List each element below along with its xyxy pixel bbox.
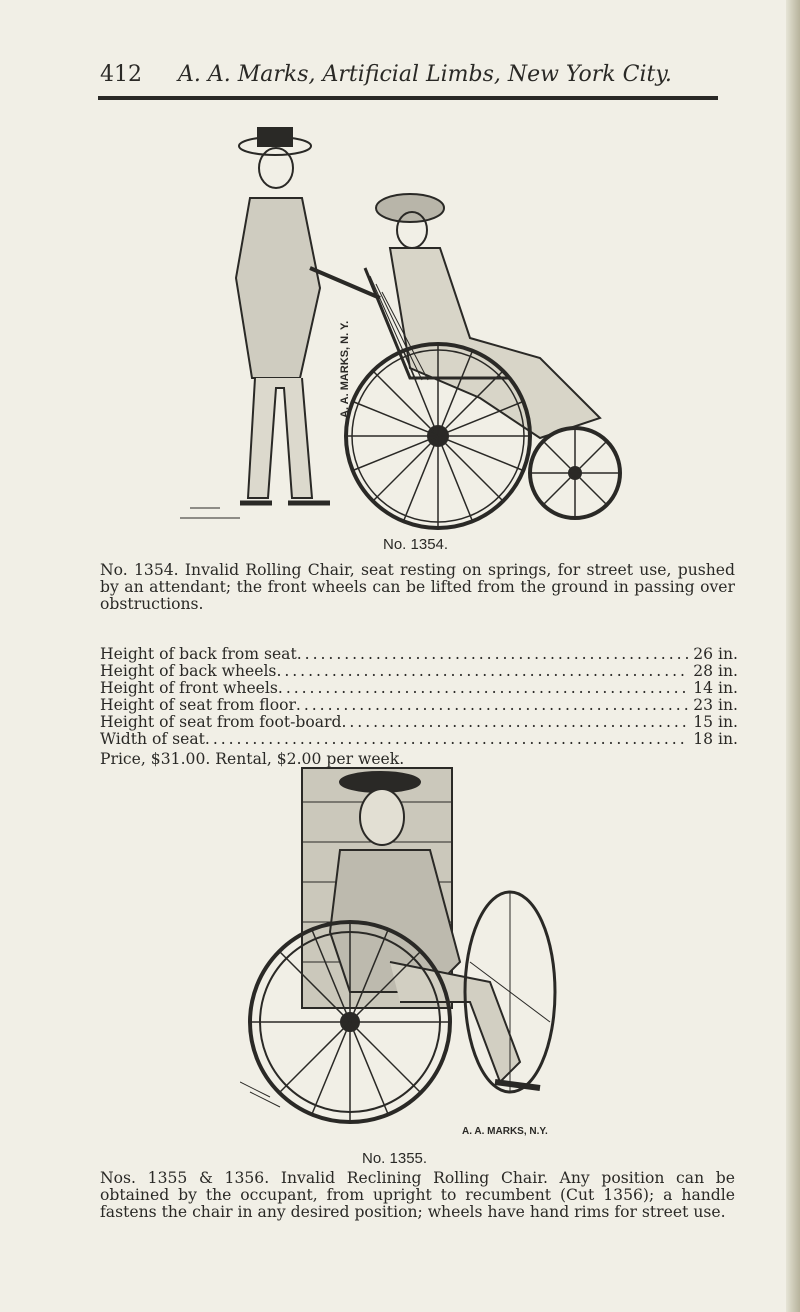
- woman-dress: [390, 248, 600, 438]
- push-handle: [310, 268, 380, 298]
- dot-leader: [341, 714, 689, 731]
- spec-label: Height of seat from foot-board: [100, 713, 342, 731]
- page-number: 412: [100, 62, 142, 87]
- spec-value: 28 in.: [693, 662, 738, 680]
- spec-value: 15 in.: [693, 713, 738, 731]
- spec-value: 23 in.: [693, 696, 738, 714]
- page-header: [100, 62, 720, 96]
- spec-value: 26 in.: [693, 645, 738, 663]
- spec-row: [100, 663, 738, 680]
- dot-leader: [297, 646, 689, 663]
- spec-label: Height of back from seat: [100, 645, 297, 663]
- attendant-body: [236, 198, 320, 378]
- spec-value: 18 in.: [693, 730, 738, 748]
- man-head: [360, 789, 404, 845]
- engraving-mark: A. A. MARKS, N.Y.: [462, 1126, 548, 1137]
- spec-label: Height of front wheels: [100, 679, 278, 697]
- spec-value: 14 in.: [693, 679, 738, 697]
- attendant-legs: [248, 378, 312, 498]
- spec-row: [100, 731, 738, 748]
- page-edge: [786, 0, 800, 1312]
- spec-row: [100, 714, 738, 731]
- item1-price: Price, $31.00. Rental, $2.00 per week.: [100, 750, 405, 768]
- figure1-caption: No. 1354.: [383, 536, 449, 553]
- item1-description: No. 1354. Invalid Rolling Chair, seat resting on springs, for street use, pushed by an attendant; the front wheels can be lifted from the ground in passing over obstructions.: [100, 561, 735, 613]
- dot-leader: [276, 663, 689, 680]
- figure2-caption: No. 1355.: [362, 1150, 428, 1167]
- dot-leader: [296, 697, 689, 714]
- running-title: A. A. Marks, Artificial Limbs, New York City.: [178, 62, 672, 87]
- dot-leader: [205, 731, 689, 748]
- item1-specs: [100, 646, 738, 748]
- woman-hat: [376, 194, 444, 222]
- spec-label: Height of seat from floor: [100, 696, 296, 714]
- spec-label: Width of seat: [100, 730, 205, 748]
- spec-label: Height of back wheels: [100, 662, 277, 680]
- item2-description: Nos. 1355 & 1356. Invalid Reclining Rolling Chair. Any position can be obtained by the occupant, from upright to recumbent (Cut 1356); a handle fastens the chair in any desired position; wheels have hand rims for street use.: [100, 1169, 735, 1221]
- header-rule: [98, 96, 718, 100]
- spec-row: [100, 697, 738, 714]
- engraving-mark: A. A. MARKS, N. Y.: [339, 320, 351, 418]
- spec-row: [100, 646, 738, 663]
- dot-leader: [278, 680, 689, 697]
- rolling-chair-illustration: [180, 118, 650, 538]
- spec-row: [100, 680, 738, 697]
- reclining-chair-illustration: [240, 762, 570, 1142]
